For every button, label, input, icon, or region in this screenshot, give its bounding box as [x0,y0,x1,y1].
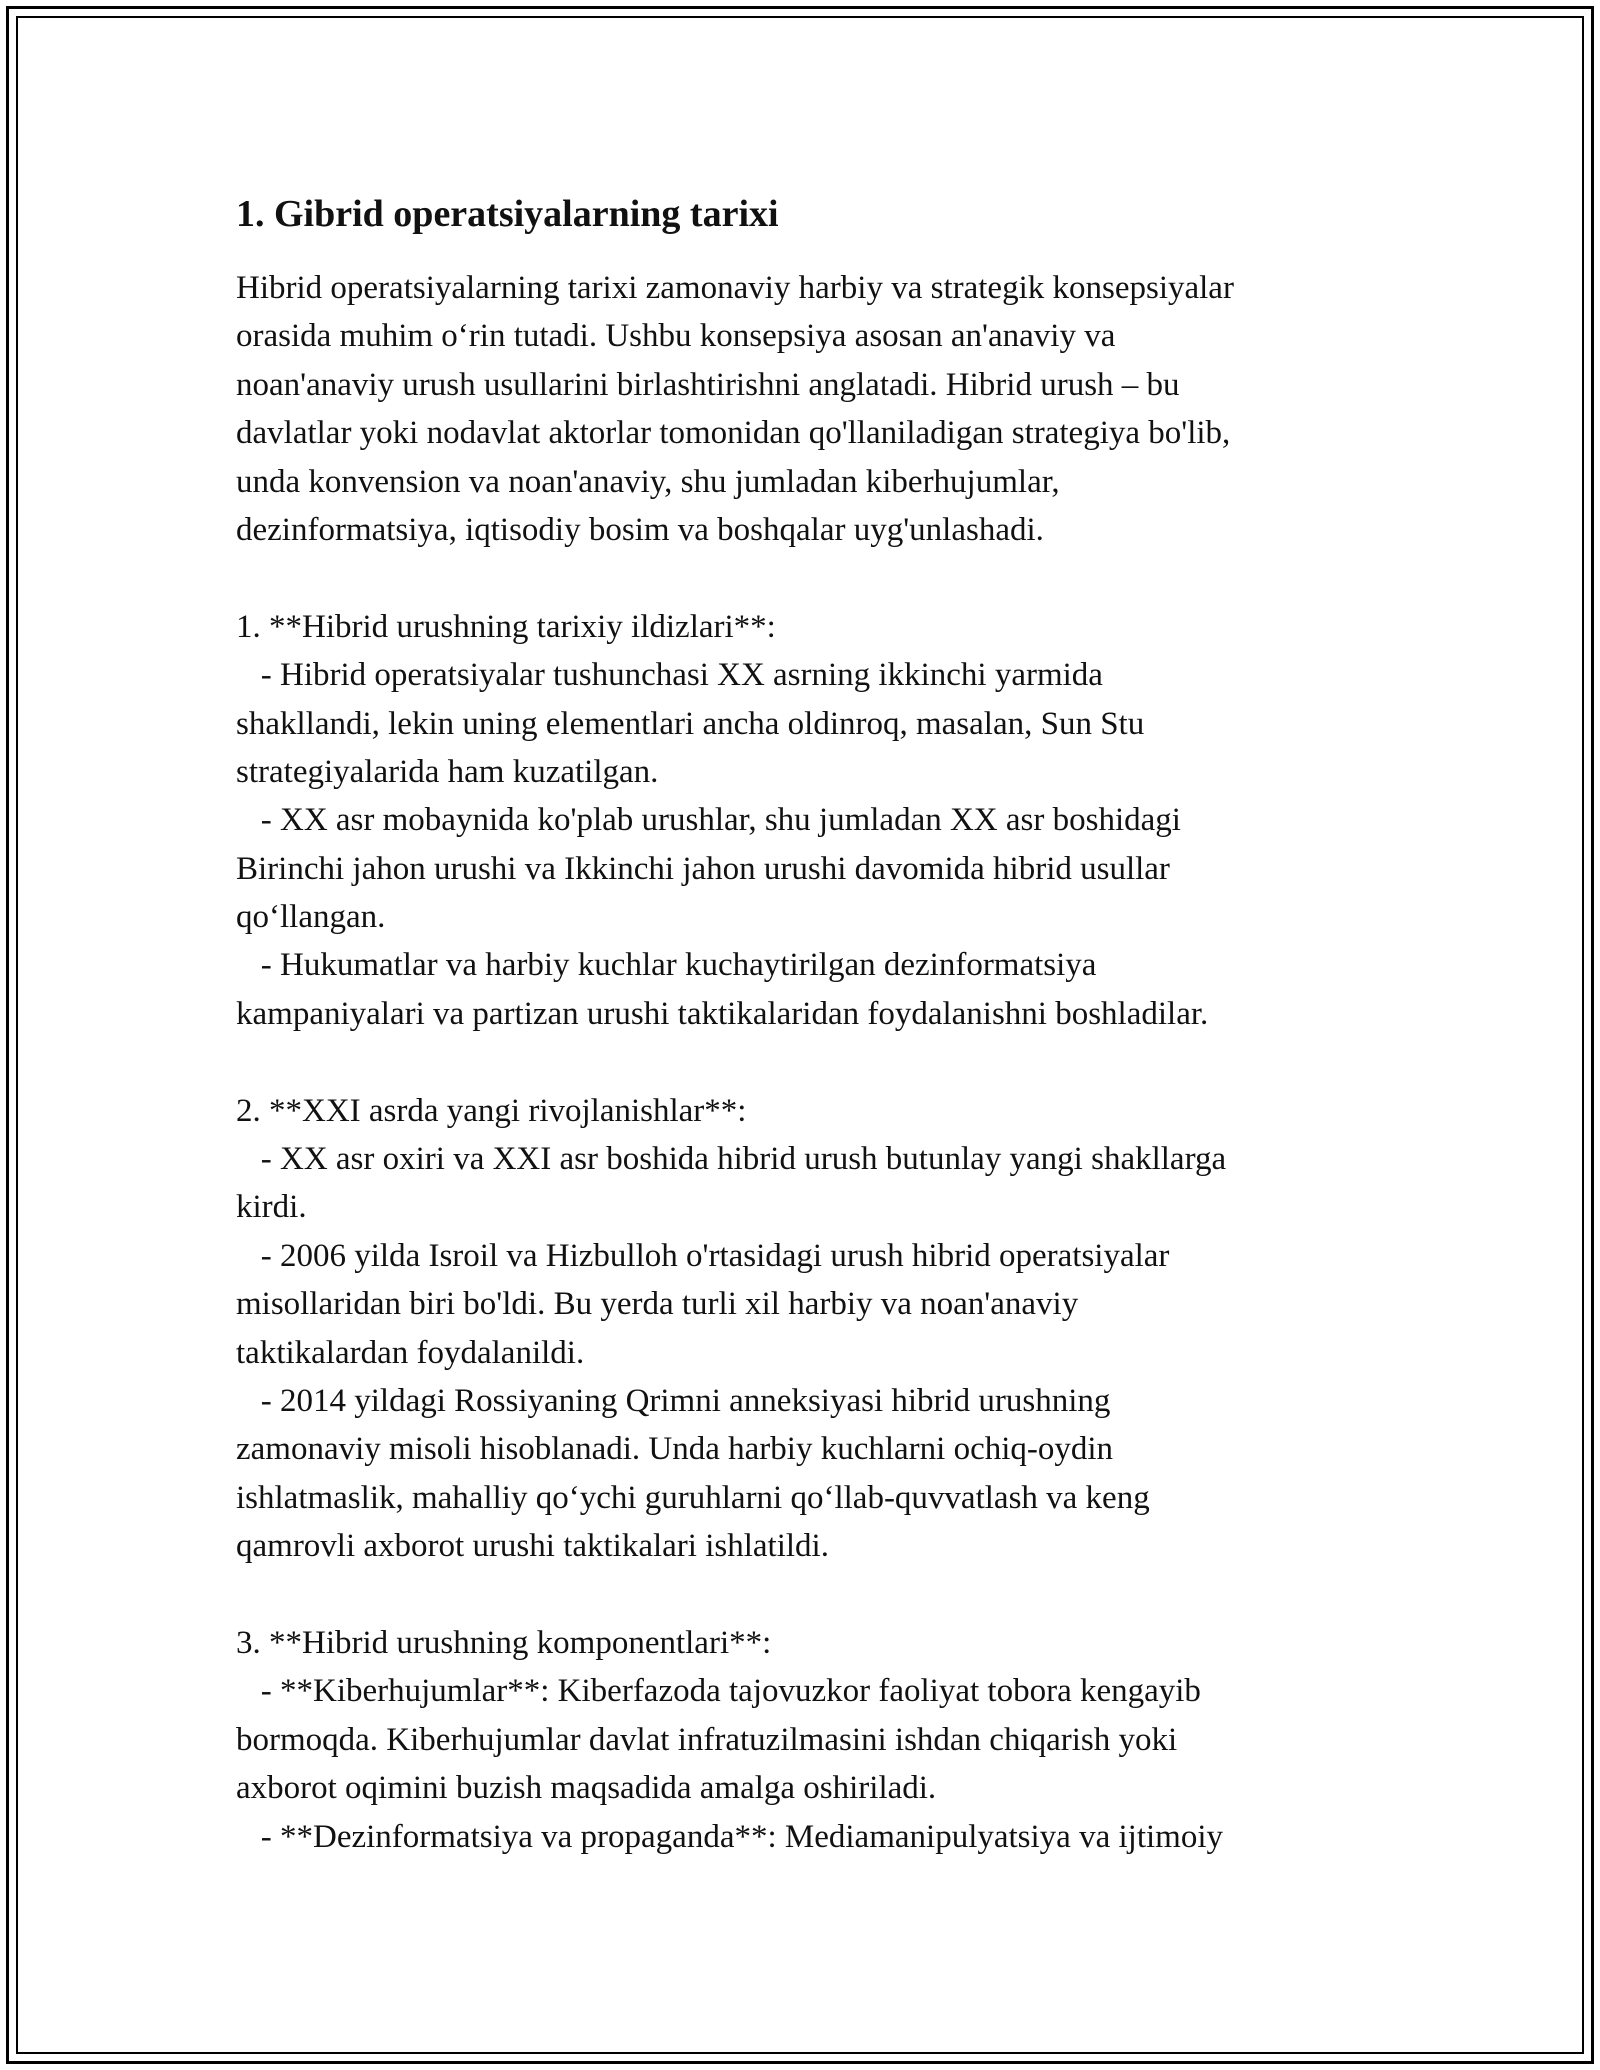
section-line: taktikalardan foydalanildi. [236,1334,585,1371]
section-line: - XX asr oxiri va XXI asr boshida hibrid urush butunlay yangi shakllarga [236,1141,1227,1178]
section-line: qamrovli axborot urushi taktikalari ishlatildi. [236,1528,829,1565]
section-line: misollaridan biri bo'ldi. Bu yerda turli xil harbiy va noan'anaviy [236,1286,1079,1323]
section-line: bormoqda. Kiberhujumlar davlat infratuzilmasini ishdan chiqarish yoki [236,1721,1178,1758]
section-line: - 2006 yilda Isroil va Hizbulloh o'rtasidagi urush hibrid operatsiyalar [236,1237,1170,1274]
intro-line: dezinformatsiya, iqtisodiy bosim va boshqalar uyg'unlashadi. [236,511,1044,548]
section-line: Birinchi jahon urushi va Ikkinchi jahon urushi davomida hibrid usullar [236,850,1170,887]
document-body [236,186,1366,1861]
section-line: axborot oqimini buzish maqsadida amalga oshiriladi. [236,1770,937,1807]
section-line: zamonaviy misoli hisoblanadi. Unda harbiy kuchlarni ochiq-oydin [236,1431,1114,1468]
intro-line: noan'anaviy urush usullarini birlashtirishni anglatadi. Hibrid urush – bu [236,366,1180,403]
paragraph-gap [236,1038,1366,1086]
paragraph-gap [236,554,1366,602]
intro-line: orasida muhim o‘rin tutadi. Ushbu konsepsiya asosan an'anaviy va [236,318,1116,355]
section-line: - XX asr mobaynida ko'plab urushlar, shu jumladan XX asr boshidagi [236,802,1181,839]
paragraph-gap [236,1571,1366,1619]
section-line: - 2014 yildagi Rossiyaning Qrimni anneksiyasi hibrid urushning [236,1382,1111,1419]
section-components [236,1619,1366,1861]
section-historical-roots [236,603,1366,1039]
section-line: kampaniyalari va partizan urushi taktikalaridan foydalanishni boshladilar. [236,995,1209,1032]
section-heading: 1. Gibrid operatsiyalarning tarixi [236,193,779,235]
section-line: - Hibrid operatsiyalar tushunchasi XX asrning ikkinchi yarmida [236,657,1103,694]
section-line: - **Kiberhujumlar**: Kiberfazoda tajovuzkor faoliyat tobora kengayib [236,1673,1201,1710]
section-title: 1. **Hibrid urushning tarixiy ildizlari**: [236,608,776,645]
intro-line: davlatlar yoki nodavlat aktorlar tomonidan qo'llaniladigan strategiya bo'lib, [236,415,1231,452]
section-title: 3. **Hibrid urushning komponentlari**: [236,1624,772,1661]
section-title: 2. **XXI asrda yangi rivojlanishlar**: [236,1092,747,1129]
section-line: kirdi. [236,1189,307,1226]
section-line: qo‘llangan. [236,899,386,936]
intro-line: Hibrid operatsiyalarning tarixi zamonaviy harbiy va strategik konsepsiyalar [236,270,1234,306]
section-line: shakllandi, lekin uning elementlari ancha oldinroq, masalan, Sun Stu [236,705,1145,742]
intro-paragraph [236,264,1366,554]
section-line: - **Dezinformatsiya va propaganda**: Mediamanipulyatsiya va ijtimoiy [236,1818,1223,1855]
section-new-developments [236,1087,1366,1571]
section-line: strategiyalarida ham kuzatilgan. [236,753,659,790]
intro-line: unda konvension va noan'anaviy, shu jumladan kiberhujumlar, [236,463,1060,500]
section-line: - Hukumatlar va harbiy kuchlar kuchaytirilgan dezinformatsiya [236,947,1097,984]
section-line: ishlatmaslik, mahalliy qo‘ychi guruhlarni qo‘llab-quvvatlash va keng [236,1479,1150,1516]
